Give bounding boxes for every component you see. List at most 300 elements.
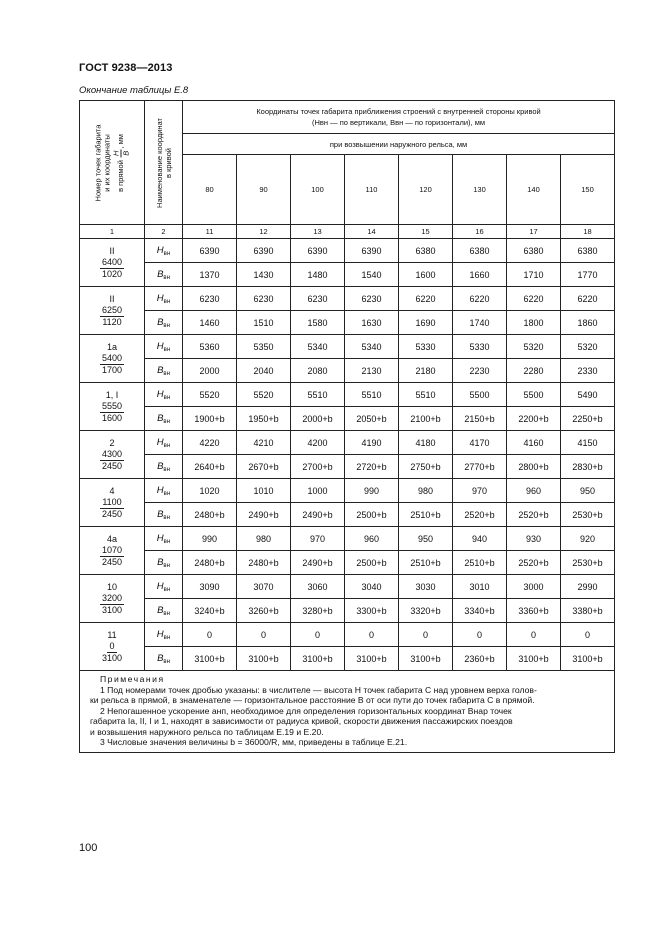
column-number: 12 [237,225,291,239]
h-value: 970 [291,527,345,551]
table-row [80,431,615,455]
h-value: 3090 [183,575,237,599]
coord-h [157,341,170,352]
h-value: 5510 [345,383,399,407]
coord-subscript: вн [163,370,170,377]
b-value: 2640+b [183,455,237,479]
b-value: 2480+b [183,551,237,575]
coord-letter: B [157,604,164,616]
coord-subscript: вн [163,490,171,497]
h-value: 4160 [507,431,561,455]
elevation-header: 140 [507,155,561,225]
h-value: 6390 [183,239,237,263]
point-cell [80,335,145,383]
h-value: 960 [345,527,399,551]
b-value: 1430 [237,263,291,287]
coord-h-label [145,383,183,407]
b-value: 1860 [561,311,615,335]
b-value: 2200+b [507,407,561,431]
b-value: 3100+b [291,647,345,671]
h-value: 0 [345,623,399,647]
coord-letter: H [156,628,164,640]
h-value: 0 [453,623,507,647]
h-value: 980 [399,479,453,503]
point-numerator: 1070 [101,544,123,555]
coord-letter: H [156,340,164,352]
coord-b [157,461,170,472]
b-value: 2750+b [399,455,453,479]
coord-subscript: вн [163,658,170,665]
h-value: 6220 [453,287,507,311]
coordinates-table [79,100,615,753]
h-value: 6390 [237,239,291,263]
b-value: 3100+b [561,647,615,671]
coord-b-label [145,359,183,383]
b-value: 2520+b [453,503,507,527]
coord-letter: B [157,412,164,424]
h-value: 5500 [453,383,507,407]
b-value: 2000 [183,359,237,383]
h-value: 6390 [345,239,399,263]
coord-subscript: вн [163,298,171,305]
table-caption: Окончание таблицы Е.8 [79,85,189,96]
elevation-header: 100 [291,155,345,225]
coord-letter: B [157,508,164,520]
coord-letter: B [157,268,164,280]
point-name: 1, I [105,389,119,400]
b-value: 2360+b [453,647,507,671]
h-value: 5510 [291,383,345,407]
h-value: 6230 [183,287,237,311]
note-1a: 1 Под номерами точек дробью указаны: в числителе — высота H точек габарита С над уровнем верха голов- [100,684,537,695]
h-value: 960 [507,479,561,503]
notes-title: Примечания [100,674,165,684]
table-row [80,575,615,599]
point-name: 4а [106,533,117,544]
point-name: 1а [106,341,117,352]
b-value: 1740 [453,311,507,335]
elevation-header: 110 [345,155,399,225]
h-value: 4150 [561,431,615,455]
point-name: II [109,245,115,256]
b-value: 3100+b [399,647,453,671]
point-cell [80,479,145,527]
b-value: 2130 [345,359,399,383]
h-value: 950 [561,479,615,503]
coord-b-label [145,503,183,527]
b-value: 2510+b [453,551,507,575]
table-row [80,335,615,359]
note-3: 3 Числовые значения величины b = 36000/R, мм, приведены в таблице Е.21. [100,737,408,747]
elevation-header: 130 [453,155,507,225]
coord-b-label [145,551,183,575]
header-fraction: H B [111,150,131,156]
point-cell [80,431,145,479]
b-value: 2800+b [507,455,561,479]
coord-h [157,389,170,400]
h-value: 4180 [399,431,453,455]
b-value: 1710 [507,263,561,287]
b-value: 2000+b [291,407,345,431]
h-value: 6380 [399,239,453,263]
h-value: 0 [561,623,615,647]
point-numerator: 1100 [102,496,122,507]
h-value: 5330 [453,335,507,359]
b-value: 3100+b [237,647,291,671]
h-value: 6220 [561,287,615,311]
h-value: 930 [507,527,561,551]
coord-h-label [145,335,183,359]
column-number: 2 [145,225,183,239]
coord-h [157,533,170,544]
coord-h-label [145,575,183,599]
coord-b [157,557,170,568]
b-value: 2530+b [561,551,615,575]
coord-b [157,365,170,376]
b-value: 1660 [453,263,507,287]
coord-letter: B [157,316,164,328]
coord-subscript: вн [163,514,170,521]
table-row [80,503,615,527]
b-value: 2180 [399,359,453,383]
b-value: 3100+b [345,647,399,671]
b-value: 3240+b [183,599,237,623]
point-numerator: 5400 [101,352,123,363]
b-value: 2280 [507,359,561,383]
h-value: 0 [237,623,291,647]
notes-cell [80,671,615,753]
coord-h-label [145,527,183,551]
b-value: 3380+b [561,599,615,623]
h-value: 5510 [399,383,453,407]
header-coord-line2: в кривой [163,147,173,178]
table-row [80,551,615,575]
point-numerator: 3200 [101,592,123,603]
header-point-number [80,101,145,225]
h-value: 6380 [561,239,615,263]
coord-b-label [145,311,183,335]
b-value: 2250+b [561,407,615,431]
header-group [183,101,615,134]
h-value: 5520 [237,383,291,407]
b-value: 3100+b [183,647,237,671]
h-value: 0 [183,623,237,647]
h-value: 980 [237,527,291,551]
h-value: 920 [561,527,615,551]
coord-letter: H [156,484,164,496]
point-cell [80,623,145,671]
h-value: 970 [453,479,507,503]
coord-letter: B [157,556,164,568]
table-row [80,407,615,431]
coord-h-label [145,623,183,647]
b-value: 2330 [561,359,615,383]
b-value: 2720+b [345,455,399,479]
coord-subscript: вн [163,634,171,641]
coord-b [157,509,170,520]
b-value: 1950+b [237,407,291,431]
coord-subscript: вн [163,346,171,353]
coord-letter: B [157,652,164,664]
b-value: 2040 [237,359,291,383]
b-value: 1600 [399,263,453,287]
header-point-line1: Номер точек габарита [93,124,103,201]
b-value: 2830+b [561,455,615,479]
coord-b-label [145,407,183,431]
b-value: 3280+b [291,599,345,623]
b-value: 2770+b [453,455,507,479]
page-number: 100 [79,842,98,854]
b-value: 3300+b [345,599,399,623]
b-value: 2480+b [237,551,291,575]
h-value: 5340 [291,335,345,359]
h-value: 6230 [237,287,291,311]
h-value: 0 [399,623,453,647]
coord-subscript: вн [163,610,170,617]
header-coordinate-name [145,101,183,225]
b-value: 2510+b [399,551,453,575]
b-value: 2520+b [507,551,561,575]
b-value: 2150+b [453,407,507,431]
coord-b-label [145,647,183,671]
coord-letter: H [156,292,164,304]
b-value: 2480+b [183,503,237,527]
header-subgroup: при возвышении наружного рельса, мм [183,134,615,155]
coord-subscript: вн [163,418,170,425]
coord-h [157,245,170,256]
b-value: 2080 [291,359,345,383]
table-row [80,311,615,335]
coord-h [157,485,170,496]
coord-h-label [145,287,183,311]
header-point-prefix: в прямой [115,159,125,192]
point-numerator: 6400 [101,256,123,267]
h-value: 5340 [345,335,399,359]
coord-b-label [145,599,183,623]
coord-h-label [145,239,183,263]
b-value: 1900+b [183,407,237,431]
elevation-header: 150 [561,155,615,225]
column-number: 15 [399,225,453,239]
h-value: 940 [453,527,507,551]
point-name: 4 [109,485,115,496]
point-cell [80,287,145,335]
header-point-line2: и их координаты [102,133,112,192]
point-name: 2 [109,437,115,448]
coord-h-label [145,479,183,503]
h-value: 3000 [507,575,561,599]
h-value: 5490 [561,383,615,407]
coord-b-label [145,455,183,479]
coord-h-label [145,431,183,455]
table-row [80,287,615,311]
h-value: 3010 [453,575,507,599]
h-value: 3030 [399,575,453,599]
b-value: 1460 [183,311,237,335]
coord-h [157,629,170,640]
coord-b [157,653,170,664]
column-number: 14 [345,225,399,239]
h-value: 6390 [291,239,345,263]
coord-b [157,605,170,616]
b-value: 2100+b [399,407,453,431]
h-value: 0 [507,623,561,647]
h-value: 3060 [291,575,345,599]
coord-b-label [145,263,183,287]
coord-h [157,293,170,304]
h-value: 5320 [507,335,561,359]
b-value: 2500+b [345,551,399,575]
b-value: 3360+b [507,599,561,623]
b-value: 2520+b [507,503,561,527]
coord-letter: H [156,580,164,592]
point-denominator: 3100 [101,652,123,663]
b-value: 2050+b [345,407,399,431]
b-value: 2500+b [345,503,399,527]
h-value: 5330 [399,335,453,359]
h-value: 0 [291,623,345,647]
coord-letter: B [157,364,164,376]
b-value: 2230 [453,359,507,383]
elevation-header: 80 [183,155,237,225]
elevation-header: 120 [399,155,453,225]
b-value: 1770 [561,263,615,287]
h-value: 6380 [507,239,561,263]
h-value: 6220 [507,287,561,311]
h-value: 4200 [291,431,345,455]
b-value: 2700+b [291,455,345,479]
column-number: 13 [291,225,345,239]
table-row [80,527,615,551]
h-value: 4190 [345,431,399,455]
h-value: 5320 [561,335,615,359]
h-value: 3070 [237,575,291,599]
point-numerator: 6250 [101,304,123,315]
b-value: 1480 [291,263,345,287]
h-value: 990 [345,479,399,503]
b-value: 1630 [345,311,399,335]
b-value: 2490+b [291,503,345,527]
h-value: 4170 [453,431,507,455]
column-number: 1 [80,225,145,239]
coord-letter: H [156,244,164,256]
h-value: 990 [183,527,237,551]
h-value: 2990 [561,575,615,599]
point-numerator: 4300 [101,448,123,459]
h-value: 6220 [399,287,453,311]
header-coord-line1: Наименование координат [154,117,164,208]
point-denominator: 1020 [101,268,123,279]
note-2c: и возвышения наружного рельса по таблицам Е.19 и Е.20. [90,726,324,737]
point-denominator: 2450 [101,508,123,519]
coord-subscript: вн [163,274,170,281]
table-row [80,623,615,647]
b-value: 2510+b [399,503,453,527]
b-value: 1690 [399,311,453,335]
point-cell [80,527,145,575]
coord-h [157,437,170,448]
point-name: II [109,293,115,304]
coord-subscript: вн [163,250,171,257]
coord-h [157,581,170,592]
header-group-line2: (Hвн — по вертикали, Bвн — по горизонтали), мм [312,118,486,127]
coord-letter: B [157,460,164,472]
h-value: 4220 [183,431,237,455]
coord-letter: H [156,388,164,400]
table-row [80,479,615,503]
point-numerator: 5550 [101,400,123,411]
b-value: 1370 [183,263,237,287]
table-row [80,263,615,287]
note-1b: ки рельса в прямой, в знаменателе — горизонтальное расстояние В от оси пути до точек габарита С в прямой. [90,695,535,705]
elevation-header: 90 [237,155,291,225]
h-value: 5350 [237,335,291,359]
b-value: 3100+b [507,647,561,671]
h-value: 1010 [237,479,291,503]
point-denominator: 1120 [102,316,122,327]
h-value: 1000 [291,479,345,503]
table-row [80,455,615,479]
coord-letter: H [156,436,164,448]
coord-letter: H [156,532,164,544]
point-denominator: 1600 [101,412,123,423]
coord-subscript: вн [163,586,171,593]
coord-subscript: вн [163,322,170,329]
b-value: 1540 [345,263,399,287]
point-cell [80,239,145,287]
b-value: 2530+b [561,503,615,527]
column-number: 17 [507,225,561,239]
point-denominator: 1700 [101,364,123,375]
b-value: 1800 [507,311,561,335]
point-name: 10 [106,581,117,592]
b-value: 3260+b [237,599,291,623]
b-value: 2490+b [291,551,345,575]
b-value: 3340+b [453,599,507,623]
h-value: 6380 [453,239,507,263]
point-numerator: 0 [109,640,115,651]
coord-subscript: вн [163,394,171,401]
table-row [80,239,615,263]
coord-b [157,269,170,280]
h-value: 950 [399,527,453,551]
point-denominator: 2450 [101,460,123,471]
h-value: 6230 [345,287,399,311]
coord-subscript: вн [163,442,171,449]
table-row [80,383,615,407]
b-value: 2670+b [237,455,291,479]
column-number: 18 [561,225,615,239]
note-2a: 2 Непогашенное ускорение aнп, необходимое для определения горизонтальных координат Bнар точек [100,705,512,716]
document-title: ГОСТ 9238—2013 [79,62,173,74]
notes-row [80,671,615,753]
b-value: 2490+b [237,503,291,527]
h-value: 6230 [291,287,345,311]
coord-b [157,317,170,328]
header-point-suffix: , мм [115,133,125,149]
point-denominator: 3100 [101,604,123,615]
point-name: 11 [107,629,117,640]
note-2b: габарита Iа, II, I и 1, находят в зависимости от радиуса кривой, скорости движения пассажирских поездов [90,716,513,726]
column-number: 11 [183,225,237,239]
b-value: 1510 [237,311,291,335]
point-cell [80,383,145,431]
header-group-line1: Координаты точек габарита приближения строений с внутренней стороны кривой [256,107,541,116]
point-cell [80,575,145,623]
h-value: 5360 [183,335,237,359]
coord-subscript: вн [163,538,171,545]
coord-subscript: вн [163,466,170,473]
